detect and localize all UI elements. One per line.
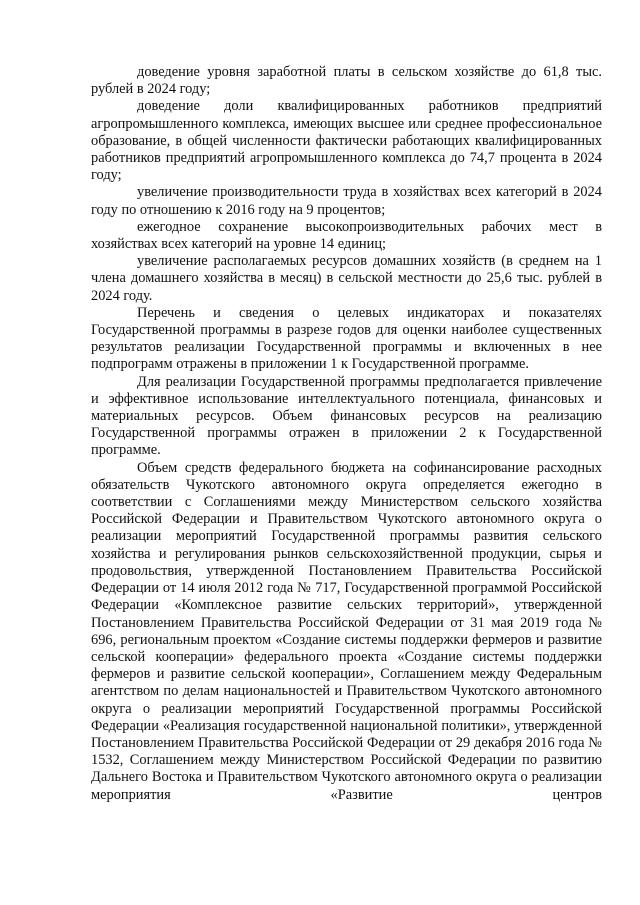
document-page	[91, 64, 602, 804]
paragraph-qualified-workers: доведение доли квалифицированных работников предприятий агропромышленного комплекса, имеющих высшее или среднее профессиональное образование, в общей численности фактически работающих квалифицированных работников предприятий агропромышленного комплекса до 74,7 процента в 2024 году;	[91, 98, 602, 184]
paragraph-wage-target: доведение уровня заработной платы в сельском хозяйстве до 61,8 тыс. рублей в 2024 году;	[91, 64, 602, 98]
paragraph-indicators-list: Перечень и сведения о целевых индикаторах и показателях Государственной программы в разрезе годов для оценки наиболее существенных результатов реализации Государственной программы и включенных в нее подпрограмм отражены в приложении 1 к Государственной программе.	[91, 304, 602, 373]
paragraph-workplaces: ежегодное сохранение высокопроизводительных рабочих мест в хозяйствах всех категорий на уровне 14 единиц;	[91, 218, 602, 253]
paragraph-household-resources: увеличение располагаемых ресурсов домашних хозяйств (в среднем на 1 члена домашнего хозяйства в месяц) в сельской местности до 25,6 тыс. рублей в 2024 году.	[91, 253, 602, 304]
paragraph-federal-budget: Объем средств федерального бюджета на софинансирование расходных обязательств Чукотского автономного округа определяется ежегодно в соответствии с Соглашениями между Министерством сельского хозяйства Российской Федерации и Правительством Чукотского автономного округа о реализации мероприятий Государственной программы развития сельского хозяйства и регулирования рынков сельскохозяйственной продукции, сырья и продовольствия, утвержденной Постановлением Правительства Российской Федерации от 14 июля 2012 года № 717, Государственной программой Российской Федерации «Комплексное развитие сельских территорий», утвержденной Постановлением Правительства Российской Федерации от 31 мая 2019 года № 696, региональным проектом «Создание системы поддержки фермеров и развитие сельской кооперации» федерального проекта «Создание системы поддержки фермеров и развитие сельской кооперации», Соглашением между Федеральным агентством по делам национальностей и Правительством Чукотского автономного округа о реализации мероприятий Государственной программы Российской Федерации «Реализация государственной национальной политики», утвержденной Постановлением Правительства Российской Федерации от 29 декабря 2016 года № 1532, Соглашением между Министерством Российской Федерации по развитию Дальнего Востока и Правительством Чукотского автономного округа о реализации мероприятия «Развитие центров	[91, 459, 602, 803]
paragraph-labor-productivity: увеличение производительности труда в хозяйствах всех категорий в 2024 году по отношению к 2016 году на 9 процентов;	[91, 184, 602, 218]
paragraph-resources: Для реализации Государственной программы предполагается привлечение и эффективное использование интеллектуального потенциала, финансовых и материальных ресурсов. Объем финансовых ресурсов на реализацию Государственной программы отражен в приложении 2 к Государственной программе.	[91, 373, 602, 459]
